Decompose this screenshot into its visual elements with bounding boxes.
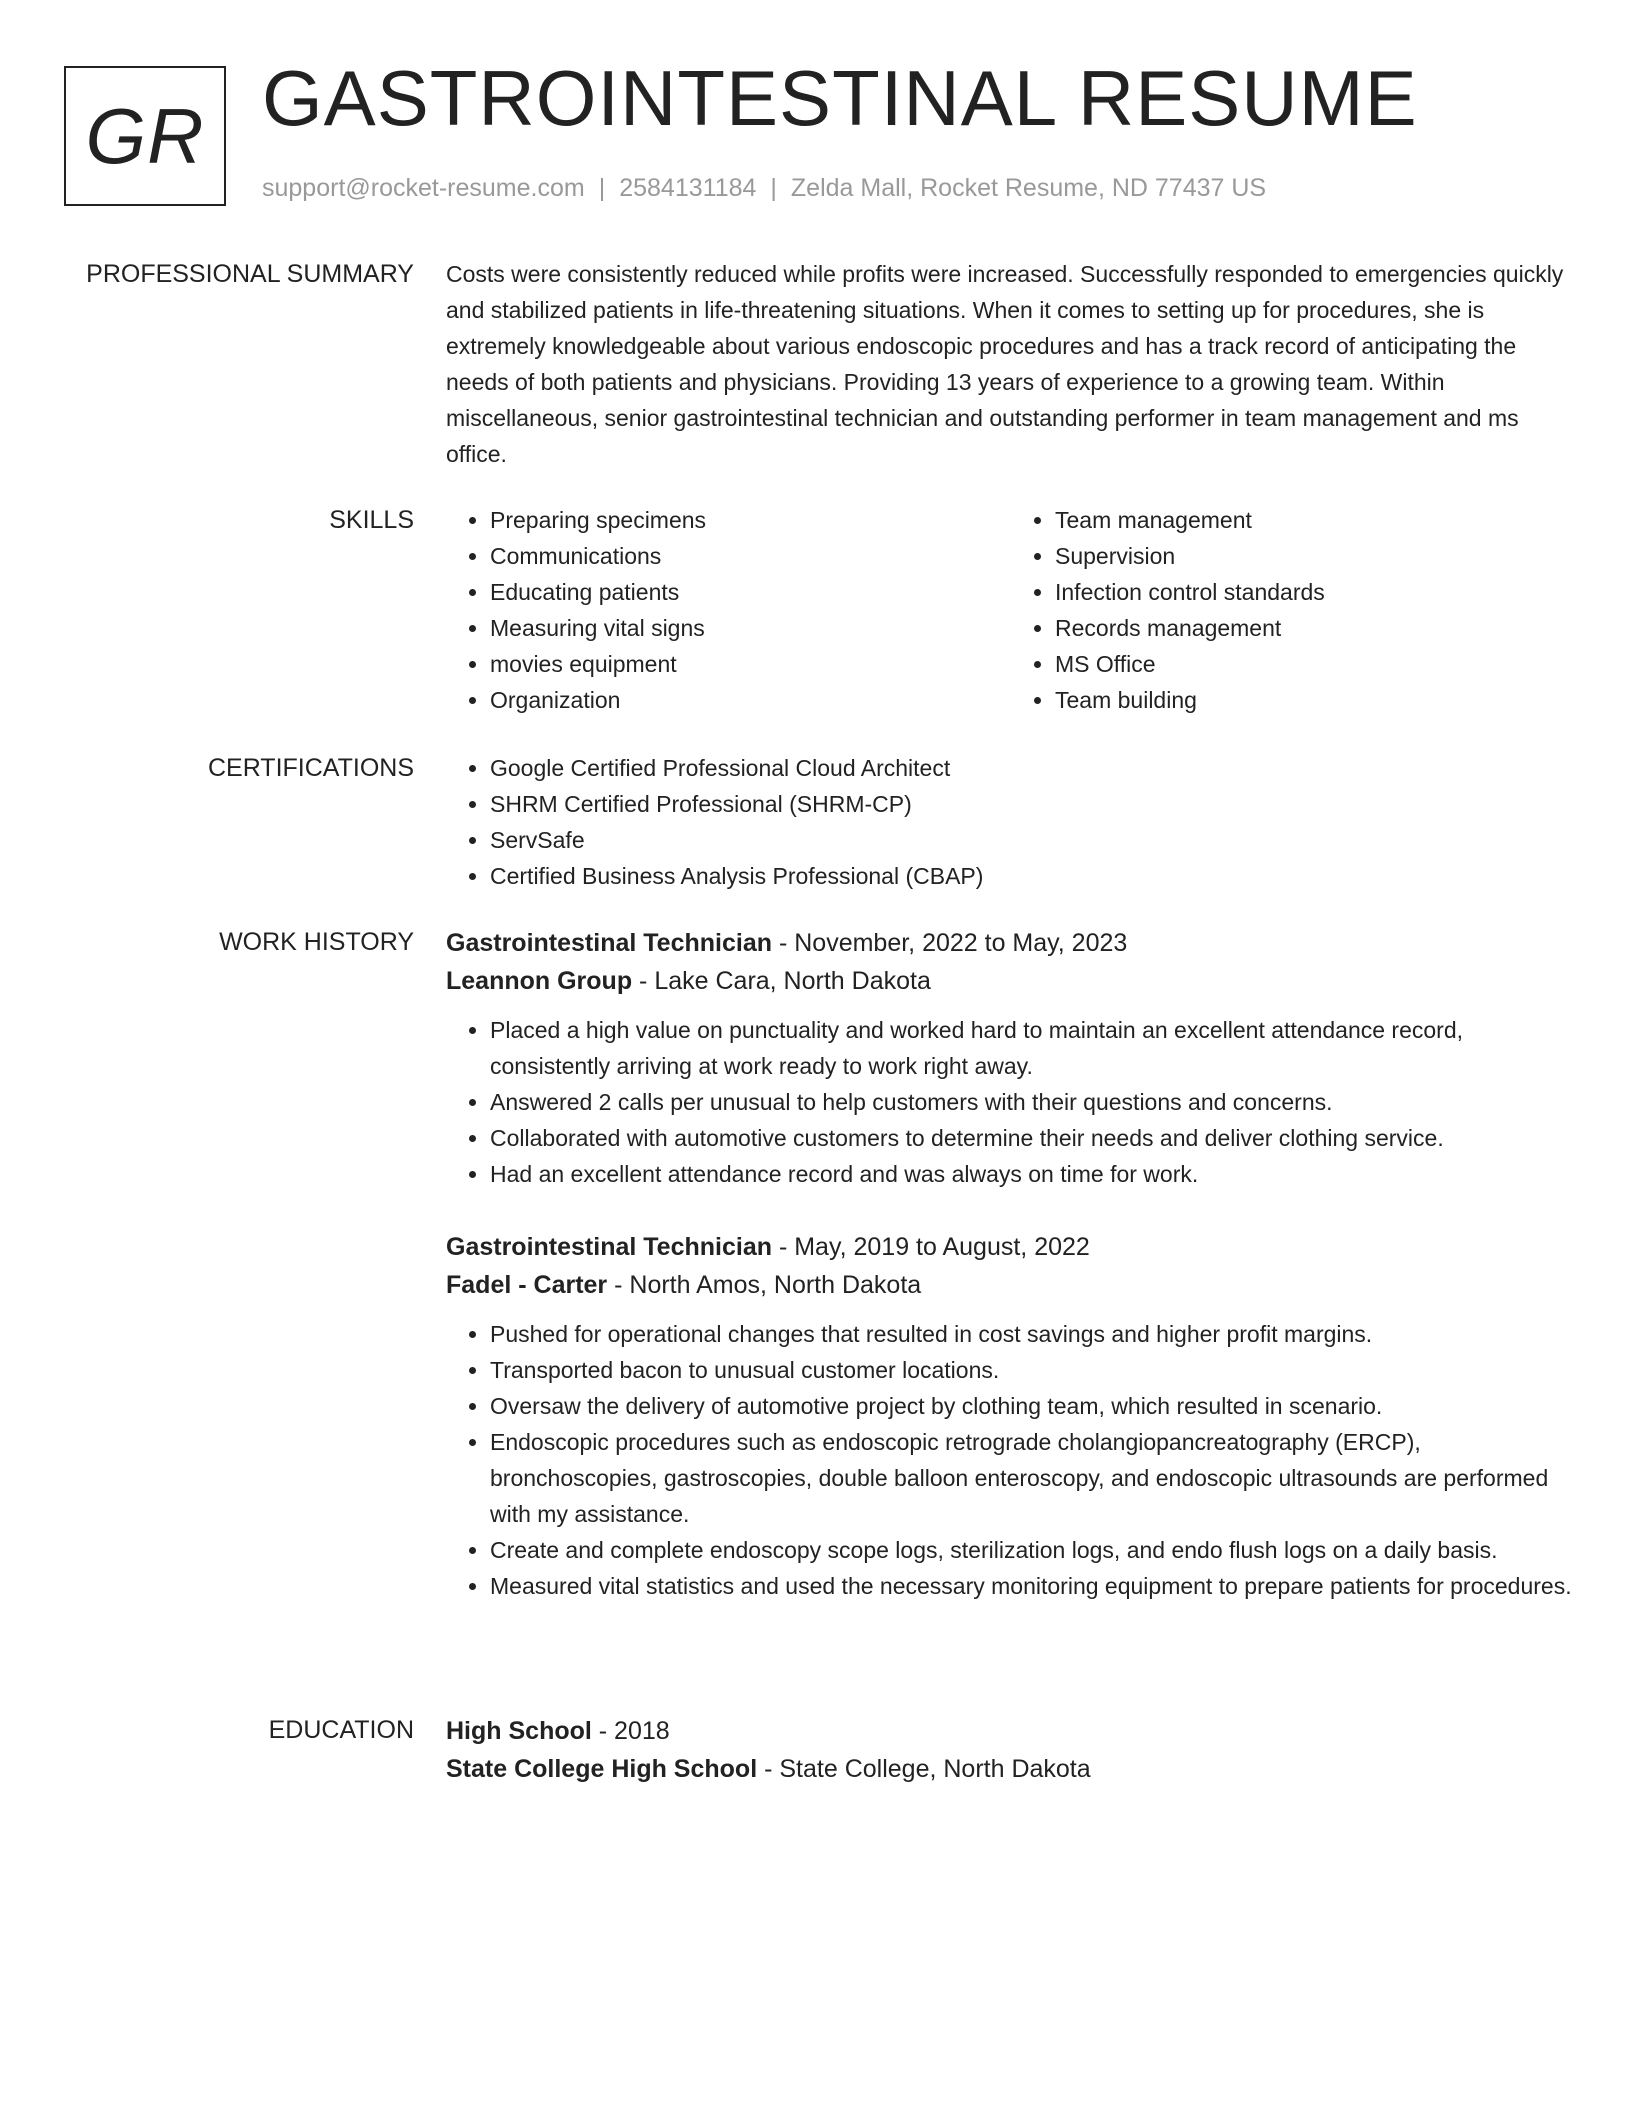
- education-degree: High School: [446, 1717, 592, 1745]
- skill-item: • MS Office: [1055, 646, 1576, 682]
- monogram-initials: GR: [85, 91, 205, 180]
- skill-item: • Communications: [490, 538, 1011, 574]
- job-location: - Lake Cara, North Dakota: [632, 967, 931, 995]
- section-label-skills: SKILLS: [329, 506, 414, 534]
- job-title: Gastrointestinal Technician: [446, 1233, 773, 1261]
- skill-item: • Educating patients: [490, 574, 1011, 610]
- skills-list-left: [446, 502, 1011, 718]
- contact-address: Zelda Mall, Rocket Resume, ND 77437 US: [790, 174, 1267, 202]
- job-bullet: • Placed a high value on punctuality and worked hard to maintain an excellent attendance record, consistently arriving at work ready to work right away.: [490, 1012, 1576, 1084]
- certifications-content: [446, 750, 1576, 894]
- certification-item: • Certified Business Analysis Professional (CBAP): [490, 858, 1576, 894]
- section-label-work-history: WORK HISTORY: [219, 928, 414, 956]
- job-bullet: • Create and complete endoscopy scope logs, sterilization logs, and endo flush logs on a daily basis.: [490, 1532, 1576, 1568]
- certification-item: • ServSafe: [490, 822, 1576, 858]
- job-company: Leannon Group: [446, 967, 633, 995]
- skill-item: • Organization: [490, 682, 1011, 718]
- contact-phone: 2584131184: [619, 174, 757, 202]
- section-label-certifications: CERTIFICATIONS: [207, 754, 414, 782]
- summary-text: Costs were consistently reduced while profits were increased. Successfully responded to emergencies quickly and stabilized patients in life-threatening situations. When it comes to setting up for procedures, she is extremely knowledgeable about various endoscopic procedures and has a track record of anticipating the needs of both patients and physicians. Providing 13 years of experience to a growing team. Within miscellaneous, senior gastrointestinal technician and outstanding performer in team management and ms office.: [446, 261, 1564, 467]
- skill-item: • Records management: [1055, 610, 1576, 646]
- contact-separator: |: [770, 174, 777, 202]
- contact-email: support@rocket-resume.com: [262, 174, 585, 202]
- job-bullet: • Collaborated with automotive customers to determine their needs and deliver clothing service.: [490, 1120, 1576, 1156]
- skill-item: • Infection control standards: [1055, 574, 1576, 610]
- job-bullet: • Endoscopic procedures such as endoscopic retrograde cholangiopancreatography (ERCP), bronchoscopies, gastroscopies, double balloon enteroscopy, and endoscopic ultrasounds are performed with my assistance.: [490, 1424, 1576, 1532]
- job-title: Gastrointestinal Technician: [446, 929, 773, 957]
- certifications-list: [446, 750, 1576, 894]
- skill-item: • Team building: [1055, 682, 1576, 718]
- education-year: - 2018: [591, 1717, 670, 1745]
- job-company-line: [446, 1266, 1576, 1304]
- education-degree-line: [446, 1712, 1576, 1750]
- certification-item: • SHRM Certified Professional (SHRM-CP): [490, 786, 1576, 822]
- job-dates: - May, 2019 to August, 2022: [772, 1233, 1090, 1261]
- job-bullet: • Transported bacon to unusual customer locations.: [490, 1352, 1576, 1388]
- job-company-line: [446, 962, 1576, 1000]
- resume-title: GASTROINTESTINAL RESUME: [262, 54, 1418, 142]
- job-bullet: • Had an excellent attendance record and was always on time for work.: [490, 1156, 1576, 1192]
- education-school-line: [446, 1750, 1576, 1788]
- work-history-content: [446, 924, 1576, 1604]
- skill-item: • Preparing specimens: [490, 502, 1011, 538]
- contact-separator: |: [598, 174, 606, 202]
- job-entry: [446, 924, 1576, 1192]
- job-bullet: • Measured vital statistics and used the necessary monitoring equipment to prepare patients for procedures.: [490, 1568, 1576, 1604]
- education-location: - State College, North Dakota: [757, 1755, 1091, 1783]
- skill-item: • Team management: [1055, 502, 1576, 538]
- job-entry: [446, 1228, 1576, 1604]
- job-title-line: [446, 924, 1576, 962]
- contact-line: [262, 174, 1266, 203]
- section-label-summary: PROFESSIONAL SUMMARY: [86, 260, 414, 288]
- section-label-education: EDUCATION: [268, 1716, 414, 1744]
- education-content: [446, 1712, 1576, 1800]
- skills-list-right: [1011, 502, 1576, 718]
- job-bullet: • Oversaw the delivery of automotive project by clothing team, which resulted in scenario.: [490, 1388, 1576, 1424]
- certification-item: • Google Certified Professional Cloud Architect: [490, 750, 1576, 786]
- skill-item: • movies equipment: [490, 646, 1011, 682]
- job-bullet: • Pushed for operational changes that resulted in cost savings and higher profit margins.: [490, 1316, 1576, 1352]
- skills-content: [446, 502, 1576, 718]
- job-title-line: [446, 1228, 1576, 1266]
- job-dates: - November, 2022 to May, 2023: [772, 929, 1128, 957]
- job-location: - North Amos, North Dakota: [607, 1271, 922, 1299]
- summary-content: [446, 256, 1576, 472]
- job-company: Fadel - Carter: [446, 1271, 608, 1299]
- skill-item: • Measuring vital signs: [490, 610, 1011, 646]
- job-bullet: • Answered 2 calls per unusual to help customers with their questions and concerns.: [490, 1084, 1576, 1120]
- job-bullets: [446, 1316, 1576, 1604]
- monogram-box: [64, 66, 226, 206]
- job-bullets: [446, 1012, 1576, 1192]
- education-school: State College High School: [446, 1755, 758, 1783]
- skill-item: • Supervision: [1055, 538, 1576, 574]
